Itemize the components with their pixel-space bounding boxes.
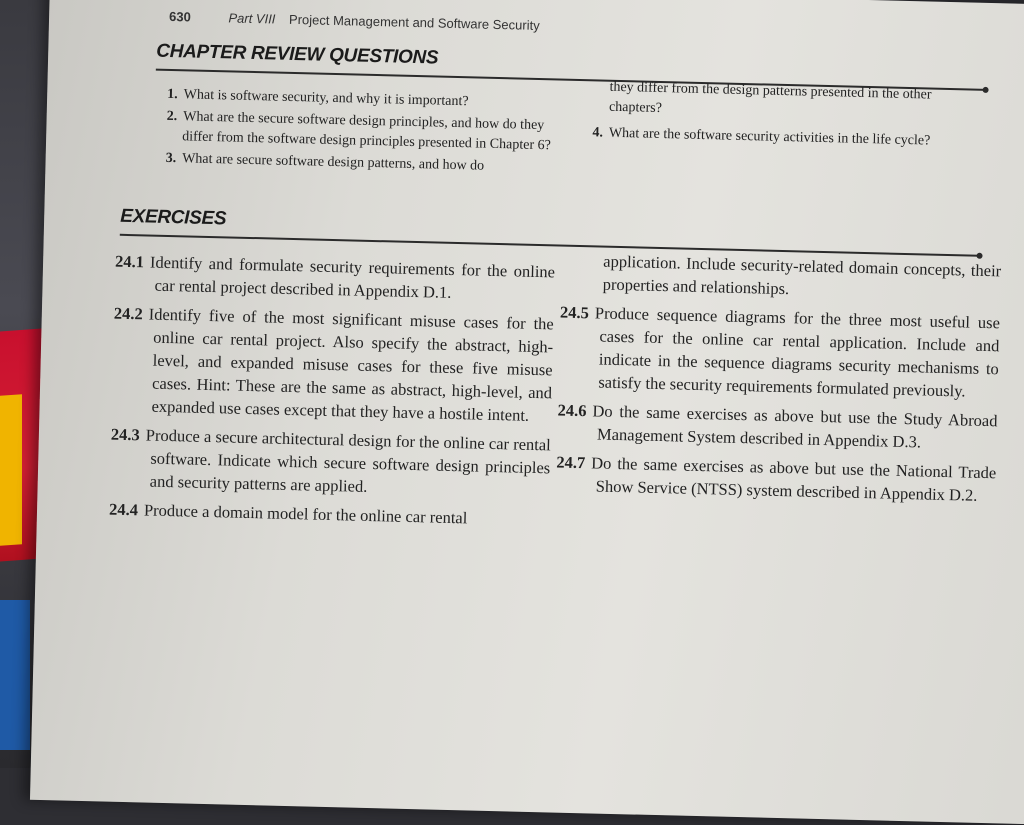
review-question-continued: they differ from the design patterns presented in the other chapters? (608, 79, 932, 116)
exercise-item-continued: application. Include security-related domain concepts, their properties and relationships. (602, 251, 1002, 299)
review-section-title: CHAPTER REVIEW QUESTIONS (156, 40, 439, 69)
book-page (30, 0, 1024, 825)
exercise-item: 24.2 Identify five of the most significant misuse cases for the online car rental project. Also specify the abstract, high-level, and expanded misuse cases for these five misuse cases. Hint: These are the same as abstract, high-level, and expanded use cases except that they have a hostile intent. (113, 303, 554, 425)
page-number: 630 (168, 8, 192, 25)
exercise-item: 24.7 Do the same exercises as above but use the National Trade Show Service (NTSS) system described in Appendix D.2. (556, 452, 997, 505)
exercise-item: 24.6 Do the same exercises as above but use the Study Abroad Management System described in Appendix D.3. (557, 400, 998, 452)
running-header (169, 9, 540, 33)
exercise-item: 24.1 Identify and formulate security requirements for the online car rental project described in Appendix D.1. (114, 251, 556, 302)
exercises-section-title: EXERCISES (119, 205, 227, 230)
review-left-column (157, 85, 559, 181)
book-spine-blue (0, 600, 30, 750)
exercise-item: 24.3 Produce a secure architectural design for the online car rental software. Indicate which secure software design principles and security patterns are applied. (110, 424, 552, 496)
review-right-column (584, 77, 986, 155)
exercise-item: 24.5 Produce sequence diagrams for the three most useful use cases for the online car rental application. Include and indicate in the sequence diagrams security mechanisms to satisfy the security requirements formulated previously. (559, 302, 1001, 401)
part-label: Part VIII (228, 10, 276, 27)
review-question: 1. What is software security, and why it is important? (167, 86, 469, 110)
review-question: 4. What are the software security activities in the life cycle? (592, 125, 931, 149)
review-question: 3. What are secure software design patterns, and how do (165, 150, 485, 174)
review-question: 2. What are the secure software design principles, and how do they differ from the software design principles presented in Chapter 6? (166, 108, 551, 154)
exercises-right-column (555, 249, 1001, 514)
book-spine-yellow (0, 394, 22, 546)
exercise-item: 24.4 Produce a domain model for the online car rental (108, 499, 468, 528)
part-title: Project Management and Software Security (288, 11, 540, 33)
exercises-left-column (109, 250, 556, 538)
